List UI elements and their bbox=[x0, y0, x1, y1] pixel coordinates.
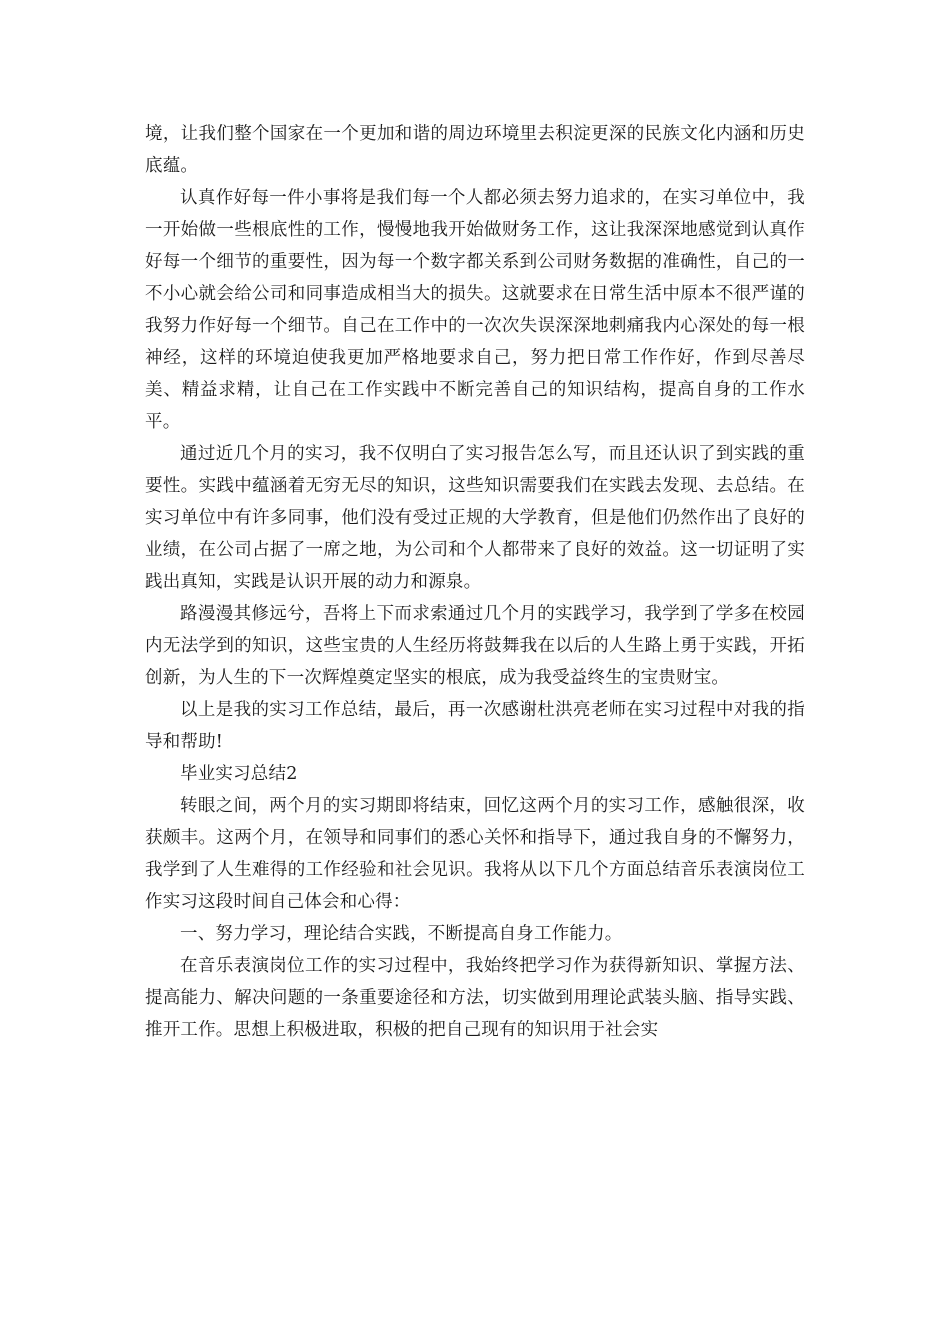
paragraph-7: 一、努力学习，理论结合实践，不断提高自身工作能力。 bbox=[180, 924, 623, 944]
section-heading: 毕业实习总结2 bbox=[180, 764, 298, 784]
document-body bbox=[145, 118, 805, 1046]
paragraph-5: 以上是我的实习工作总结，最后，再一次感谢杜洪亮老师在实习过程中对我的指导和帮助! bbox=[145, 700, 805, 752]
paragraph-4: 路漫漫其修远兮，吾将上下而求索通过几个月的实践学习，我学到了学多在校园内无法学到的知识，这些宝贵的人生经历将鼓舞我在以后的人生路上勇于实践，开拓创新，为人生的下一次辉煌奠定坚实的根底，成为我受益终生的宝贵财宝。 bbox=[145, 604, 805, 688]
paragraph-1: 境，让我们整个国家在一个更加和谐的周边环境里去积淀更深的民族文化内涵和历史底蕴。 bbox=[145, 124, 805, 176]
paragraph-3: 通过近几个月的实习，我不仅明白了实习报告怎么写，而且还认识了到实践的重要性。实践中蕴涵着无穷无尽的知识，这些知识需要我们在实践去发现、去总结。在实习单位中有许多同事，他们没有受过正规的大学教育，但是他们仍然作出了良好的业绩，在公司占据了一席之地，为公司和个人都带来了良好的效益。这一切证明了实践出真知，实践是认识开展的动力和源泉。 bbox=[145, 444, 805, 592]
paragraph-6: 转眼之间，两个月的实习期即将结束，回忆这两个月的实习工作，感触很深，收获颇丰。这两个月，在领导和同事们的悉心关怀和指导下，通过我自身的不懈努力，我学到了人生难得的工作经验和社会见识。我将从以下几个方面总结音乐表演岗位工作实习这段时间自己体会和心得： bbox=[145, 796, 805, 912]
paragraph-8: 在音乐表演岗位工作的实习过程中，我始终把学习作为获得新知识、掌握方法、提高能力、解决问题的一条重要途径和方法，切实做到用理论武装头脑、指导实践、推开工作。思想上积极进取，积极的把自己现有的知识用于社会实 bbox=[145, 956, 805, 1040]
paragraph-2: 认真作好每一件小事将是我们每一个人都必须去努力追求的，在实习单位中，我一开始做一些根底性的工作，慢慢地我开始做财务工作，这让我深深地感觉到认真作好每一个细节的重要性，因为每一个数字都关系到公司财务数据的准确性，自己的一不小心就会给公司和同事造成相当大的损失。这就要求在日常生活中原本不很严谨的我努力作好每一个细节。自己在工作中的一次次失误深深地刺痛我内心深处的每一根神经，这样的环境迫使我更加严格地要求自己，努力把日常工作作好，作到尽善尽美、精益求精，让自己在工作实践中不断完善自己的知识结构，提高自身的工作水平。 bbox=[145, 188, 805, 432]
